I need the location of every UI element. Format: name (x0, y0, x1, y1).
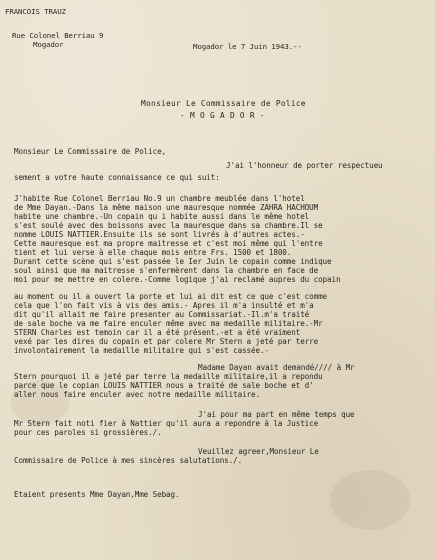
body-line: aller nous faire enculer avec notre medaille militaire. (14, 390, 260, 399)
sender-street: Rue Colonel Berriau 9 (12, 31, 104, 40)
body-line: de sale boche va me faire enculer même avec ma medaille militaire.-Mr (14, 319, 323, 328)
paper-stain (330, 470, 410, 530)
body-line: Stern pourquoi il a jeté par terre la medaille militaire,il a repondu (14, 372, 323, 381)
body-line: vexé par les dires du copain et par colere Mr Stern a jeté par terre (14, 337, 319, 346)
addressee-line: Monsieur Le Commissaire de Police (141, 99, 306, 108)
closing-line: Veuillez agreer,Monsieur Le (198, 447, 319, 456)
body-line: soul ainsi que ma maitresse s'enfermèrent dans la chambre en face de (14, 266, 319, 275)
body-line: J'ai pour ma part en même temps que (198, 410, 355, 419)
body-line: Durant cette scène qui s'est passée le Ier Juin le copain comme indique (14, 257, 332, 266)
sender-city: Mogador (33, 40, 64, 49)
body-line: tient et lui verse à elle chaque mois entre Frs. 1500 et 1800. (14, 248, 292, 257)
body-line: au moment ou il a ouvert la porte et lui ai dit est ce que c'est comme (14, 292, 328, 301)
body-line: s'est soulé avec des boissons avec la mauresque dans sa chambre.Il se (14, 221, 323, 230)
body-line: Mr Stern fait noti fier à Nattier qu'il aura a repondre à la Justice (14, 419, 319, 428)
body-line: Cette mauresque est ma propre maitresse et c'est moi même qui l'entre (14, 239, 323, 248)
salutation: Monsieur Le Commissaire de Police, (14, 147, 167, 156)
body-line: nomme LOUIS NATTIER.Ensuite ils se sont livrés à d'autres actes.- (14, 230, 305, 239)
body-line: involontairement la medaille militaire qui s'est cassée.- (14, 346, 269, 355)
body-line: J'habite Rue Colonel Berriau No.9 un chambre meublée dans l'hotel (14, 194, 305, 203)
addressee-city: - M O G A D O R - (180, 111, 265, 120)
body-line: Madame Dayan avait demandé//// à Mr (198, 363, 355, 372)
body-line: habite une chambre.-Un copain qu i habite aussi dans le même hotel (14, 212, 310, 221)
body-line: J'ai l'honneur de porter respectueu (226, 161, 383, 170)
sender-name: FRANCOIS TRAUZ (5, 7, 66, 16)
body-line: cela que l'on fait vis à vis des amis.- Apres il m'a insulté et m'a (14, 301, 314, 310)
body-line: dit qu'il allait me faire presenter au Commissariat.-Il.m'a traité (14, 310, 310, 319)
body-line: de Mme Dayan.-Dans la même maison une mauresque nommée ZAHRA HACHOUM (14, 203, 319, 212)
body-line: sement a votre haute connaissance ce qui suit: (14, 173, 220, 182)
place-date: Mogador le 7 Juin 1943.-- (193, 42, 302, 51)
witnesses-note: Etaient presents Mme Dayan,Mme Sebag. (14, 490, 180, 499)
body-line: pour ces paroles si grossières./. (14, 428, 162, 437)
body-line: moi pour me mettre en colere.-Comme logique j'ai reclamé aupres du copain (14, 275, 341, 284)
body-line: STERN Charles est temoin car il a été présent.-et a été vraiment (14, 328, 301, 337)
body-line: parce que le copian LOUIS NATTIER nous a traité de sale boche et d' (14, 381, 314, 390)
closing-line: Commissaire de Police à mes sincères salutations./. (14, 456, 243, 465)
